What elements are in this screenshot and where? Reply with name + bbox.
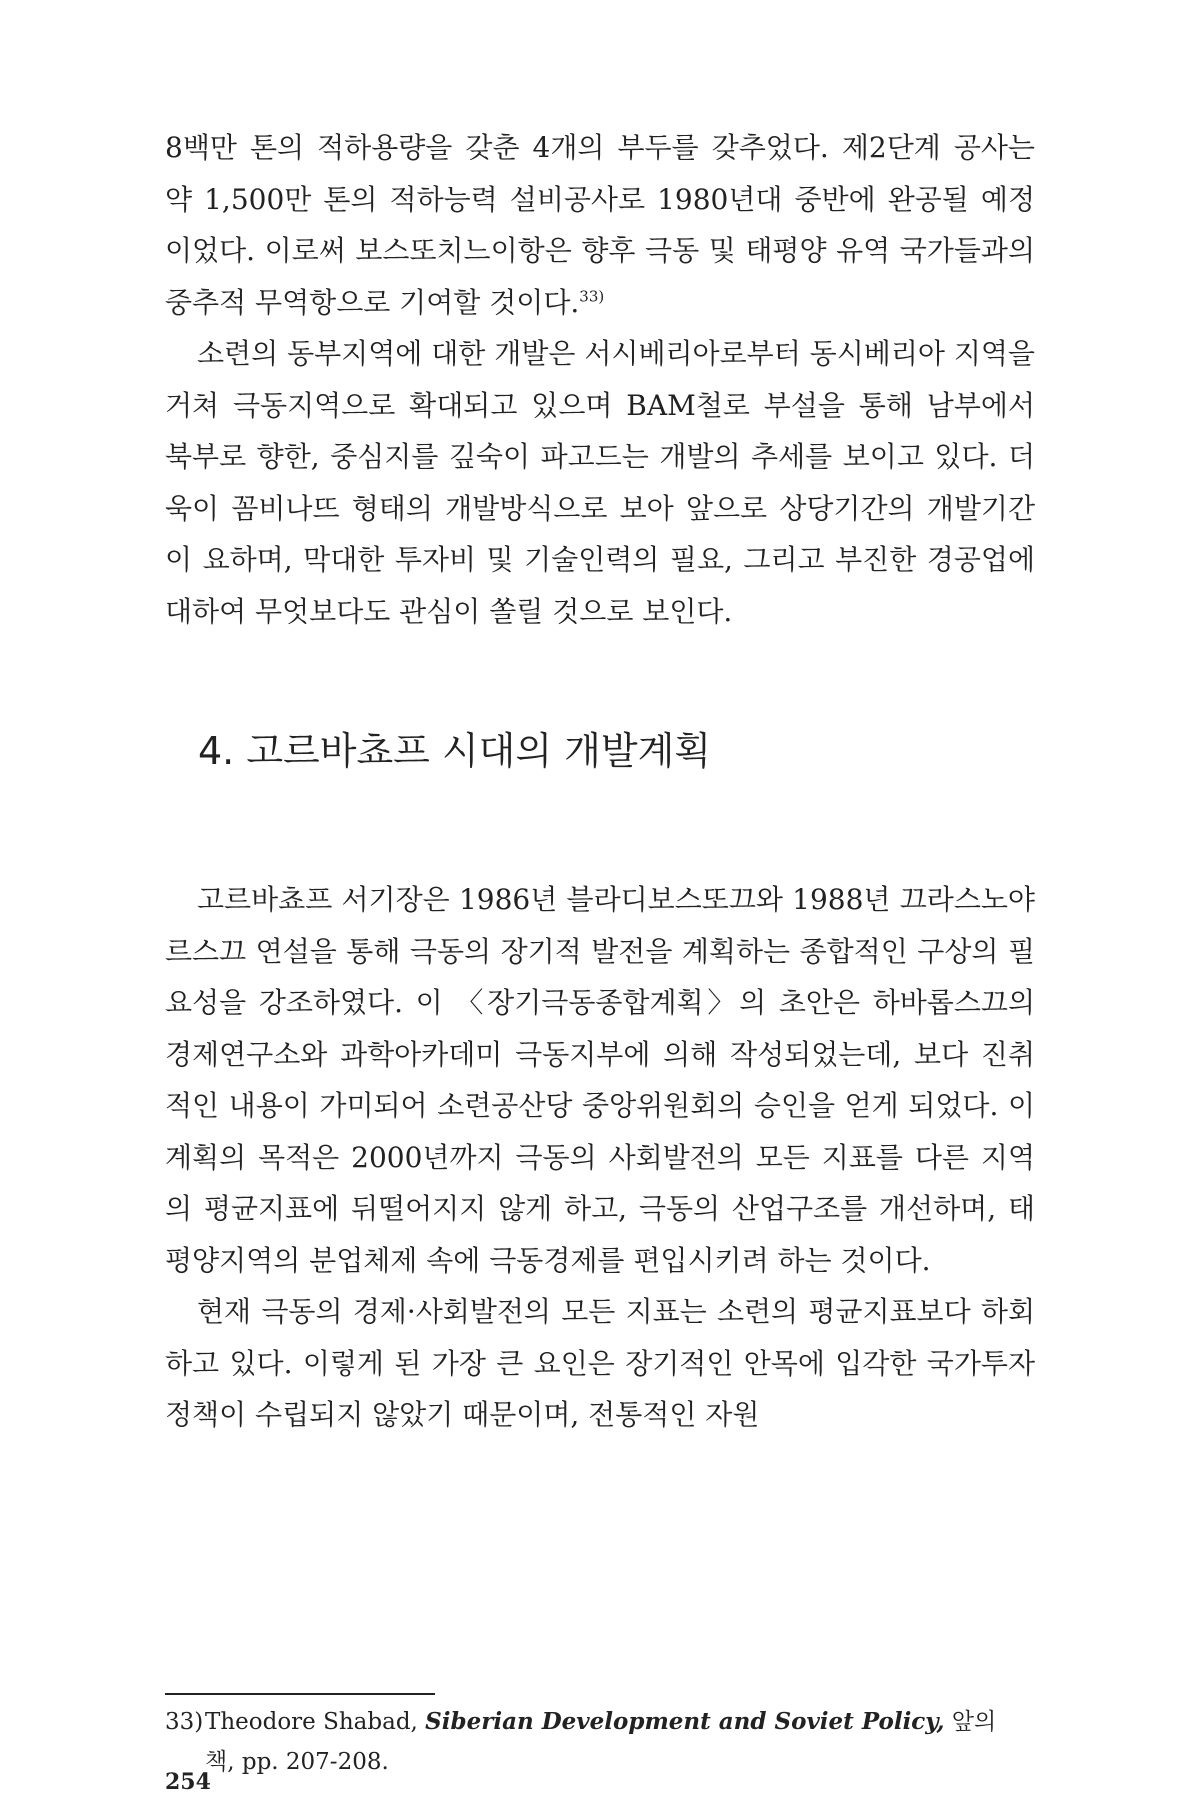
- body-text-top: [165, 122, 1035, 637]
- paragraph-text: 8백만 톤의 적하용량을 갖춘 4개의 부두를 갖추었다. 제2단계 공사는 약 1,500만 톤의 적하능력 설비공사로 1980년대 중반에 완공될 예정이었다. 이로써 보스또치느이항은 향후 극동 및 태평양 유역 국가들과의 중추적 무역항으로 기여할 것이다.: [165, 131, 1035, 319]
- body-text-bottom: [165, 874, 1035, 1441]
- footnote-divider: [165, 1693, 435, 1695]
- section-heading: 4. 고르바쵸프 시대의 개발계획: [198, 729, 711, 773]
- footnote-continuation: 책, pp. 207-208.: [205, 1749, 389, 1775]
- footnote-number: 33): [165, 1709, 204, 1735]
- paragraph: [165, 328, 1035, 637]
- paragraph: [165, 874, 1035, 1286]
- paragraph-text: 고르바쵸프 서기장은 1986년 블라디보스또끄와 1988년 끄라스노야르스끄 연설을 통해 극동의 장기적 발전을 계획하는 종합적인 구상의 필요성을 강조하였다. 이 〈장기극동종합계획〉의 초안은 하바롭스끄의 경제연구소와 과학아카데미 극동지부에 의해 작성되었는데, 보다 진취적인 내용이 가미되어 소련공산당 중앙위원회의 승인을 얻게 되었다. 이 계획의 목적은 2000년까지 극동의 사회발전의 모든 지표를 다른 지역의 평균지표에 뒤떨어지지 않게 하고, 극동의 산업구조를 개선하며, 태평양지역의 분업체제 속에 극동경제를 편입시키려 하는 것이다.: [165, 883, 1035, 1277]
- paragraph-text: 현재 극동의 경제·사회발전의 모든 지표는 소련의 평균지표보다 하회하고 있다. 이렇게 된 가장 큰 요인은 장기적인 안목에 입각한 국가투자정책이 수립되지 않았기 때문이며, 전통적인 자원: [165, 1295, 1035, 1431]
- paragraph: [165, 122, 1035, 328]
- paragraph: [165, 1286, 1035, 1441]
- page-number: 254: [165, 1769, 211, 1795]
- footnote-author: Theodore Shabad,: [205, 1709, 418, 1735]
- footnote-reference: 33): [579, 287, 605, 306]
- footnote-rest: 앞의: [951, 1709, 997, 1735]
- footnote: [165, 1702, 1035, 1782]
- paragraph-text: 소련의 동부지역에 대한 개발은 서시베리아로부터 동시베리아 지역을 거쳐 극동지역으로 확대되고 있으며 BAM철로 부설을 통해 남부에서 북부로 향한, 중심지를 깊숙이 파고드는 개발의 추세를 보이고 있다. 더욱이 꼼비나뜨 형태의 개발방식으로 보아 앞으로 상당기간의 개발기간이 요하며, 막대한 투자비 및 기술인력의 필요, 그리고 부진한 경공업에 대하여 무엇보다도 관심이 쏠릴 것으로 보인다.: [165, 337, 1035, 628]
- footnote-title: Siberian Development and Soviet Policy,: [425, 1708, 945, 1735]
